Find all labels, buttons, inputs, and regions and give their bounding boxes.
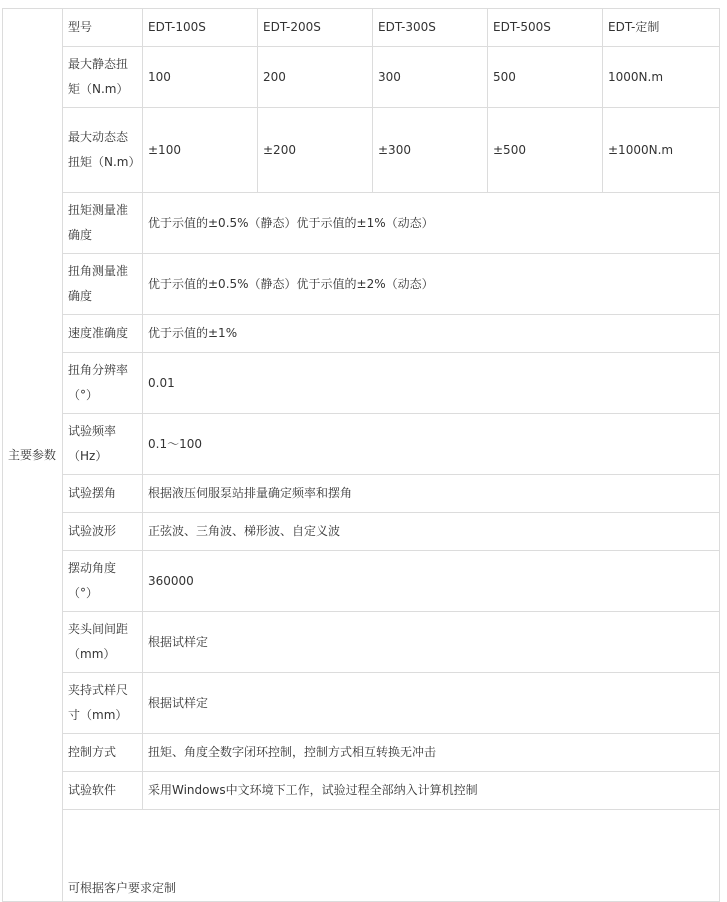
table-row (3, 673, 720, 734)
table-row (3, 551, 720, 612)
table-row (3, 772, 720, 810)
value-cell: ±1000N.m (603, 108, 720, 193)
row-label: 扭角分辨率（°） (63, 353, 143, 414)
header-row (3, 9, 720, 47)
row-label: 最大静态扭矩（N.m） (63, 47, 143, 108)
row-label: 摆动角度（°） (63, 551, 143, 612)
value-cell: 扭矩、角度全数字闭环控制，控制方式相互转换无冲击 (143, 734, 720, 772)
value-cell: 0.1～100 (143, 414, 720, 475)
value-cell: ±500 (488, 108, 603, 193)
row-label: 夹持式样尺寸（mm） (63, 673, 143, 734)
row-label: 控制方式 (63, 734, 143, 772)
value-cell: 根据试样定 (143, 612, 720, 673)
row-label: 试验波形 (63, 513, 143, 551)
value-cell: 0.01 (143, 353, 720, 414)
table-row (3, 254, 720, 315)
value-cell: ±300 (373, 108, 488, 193)
table-row (3, 414, 720, 475)
value-cell: 优于示值的±0.5%（静态）优于示值的±1%（动态） (143, 193, 720, 254)
table-row (3, 353, 720, 414)
value-cell: 200 (258, 47, 373, 108)
header-label: 型号 (63, 9, 143, 47)
row-label: 试验软件 (63, 772, 143, 810)
row-label: 扭矩测量准确度 (63, 193, 143, 254)
row-label: 试验频率（Hz） (63, 414, 143, 475)
value-cell: 360000 (143, 551, 720, 612)
value-cell: 300 (373, 47, 488, 108)
value-cell: 根据试样定 (143, 673, 720, 734)
value-cell: 100 (143, 47, 258, 108)
table-row (3, 513, 720, 551)
value-cell: 优于示值的±0.5%（静态）优于示值的±2%（动态） (143, 254, 720, 315)
row-label: 速度准确度 (63, 315, 143, 353)
footer-note: 可根据客户要求定制 (68, 881, 177, 895)
group-label: 主要参数 (3, 9, 63, 902)
model-cell: EDT-200S (258, 9, 373, 47)
value-cell: ±200 (258, 108, 373, 193)
value-cell: 采用Windows中文环境下工作，试验过程全部纳入计算机控制 (143, 772, 720, 810)
table-row (3, 47, 720, 108)
value-cell: ±100 (143, 108, 258, 193)
model-cell: EDT-300S (373, 9, 488, 47)
table-row (3, 734, 720, 772)
table-row (3, 475, 720, 513)
value-cell: 500 (488, 47, 603, 108)
value-cell: 正弦波、三角波、梯形波、自定义波 (143, 513, 720, 551)
model-cell: EDT-定制 (603, 9, 720, 47)
spec-table (2, 8, 720, 902)
row-label: 最大动态态扭矩（N.m） (63, 108, 143, 193)
table-row (3, 108, 720, 193)
table-row (3, 612, 720, 673)
table-row (3, 193, 720, 254)
row-label: 夹头间间距（mm） (63, 612, 143, 673)
row-label: 扭角测量准确度 (63, 254, 143, 315)
model-cell: EDT-500S (488, 9, 603, 47)
value-cell: 根据液压伺服泵站排量确定频率和摆角 (143, 475, 720, 513)
model-cell: EDT-100S (143, 9, 258, 47)
value-cell: 优于示值的±1% (143, 315, 720, 353)
value-cell: 1000N.m (603, 47, 720, 108)
row-label: 试验摆角 (63, 475, 143, 513)
table-row (3, 315, 720, 353)
